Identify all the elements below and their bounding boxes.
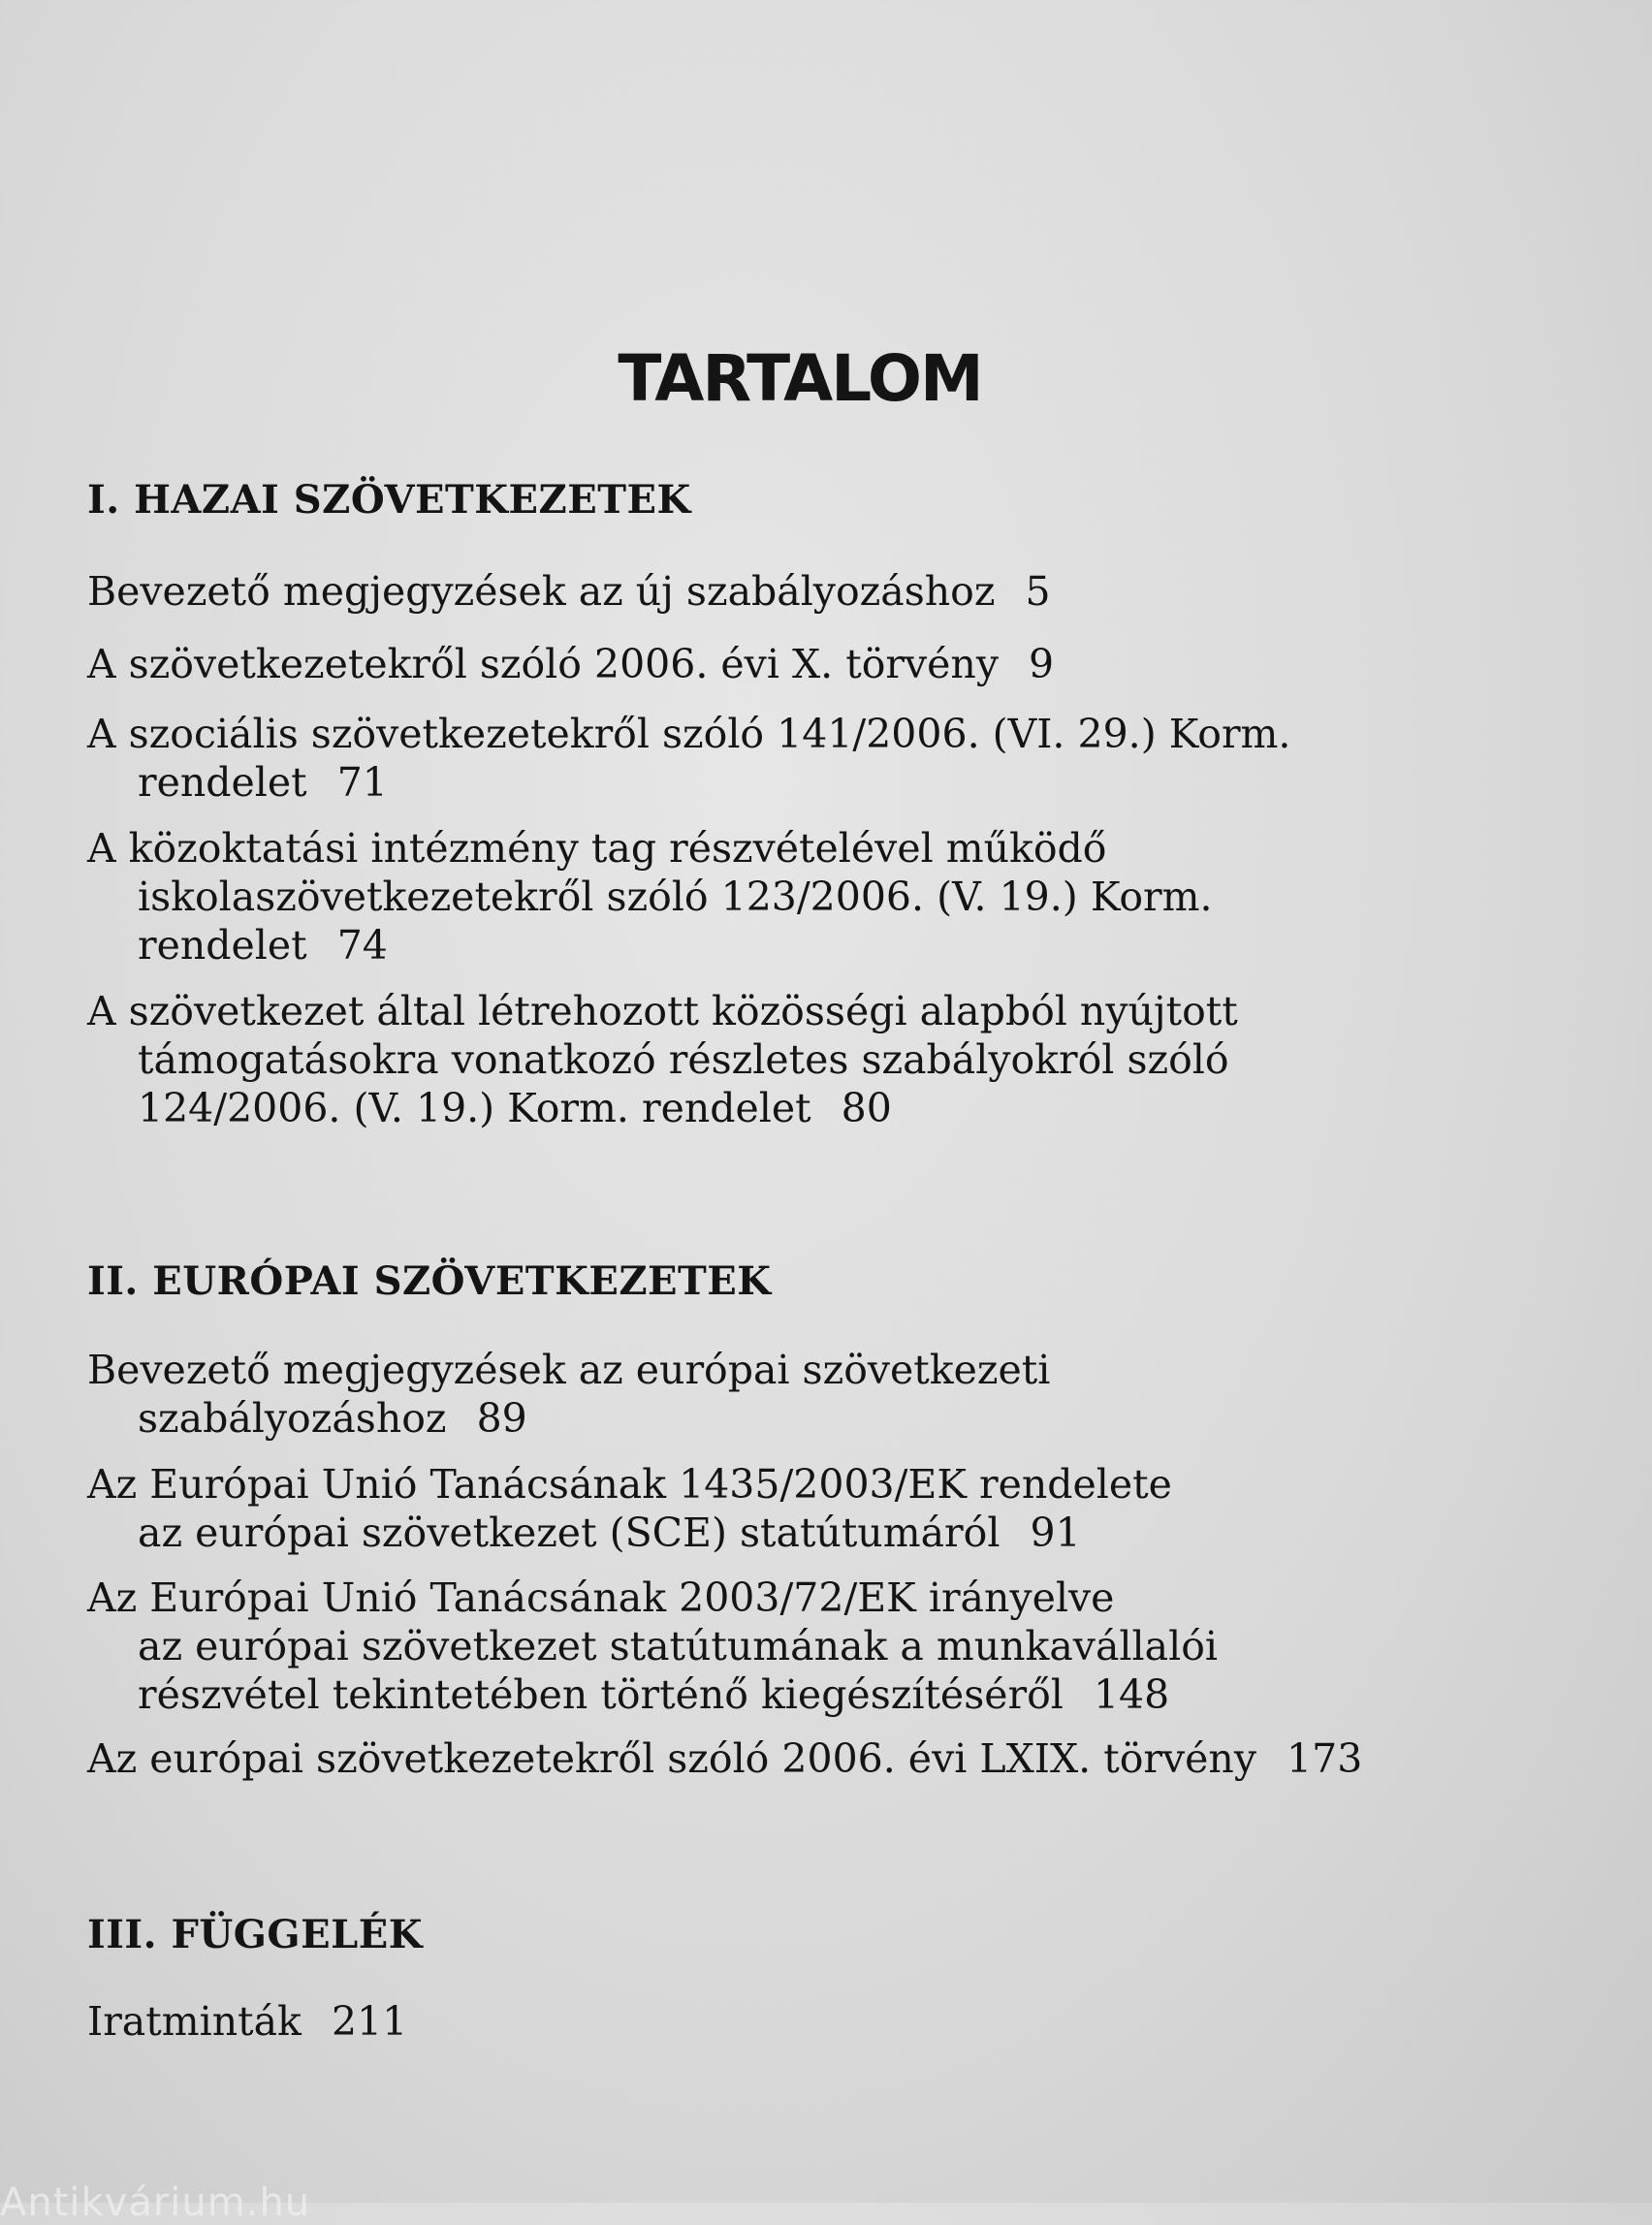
toc-entry-text: A szövetkezetekről szóló 2006. évi X. törvény	[87, 641, 999, 687]
toc-entry	[87, 640, 1505, 688]
toc-entry-text: rendelet	[138, 759, 307, 806]
toc-entry-text: Az Európai Unió Tanácsának 1435/2003/EK rendelete	[87, 1461, 1172, 1508]
toc-page-number: 71	[336, 759, 388, 806]
toc-entry-text: A szociális szövetkezetekről szóló 141/2006. (VI. 29.) Korm.	[87, 711, 1291, 757]
toc-entry	[87, 1734, 1505, 1783]
toc-entry-text: iskolaszövetkezetekről szóló 123/2006. (V. 19.) Korm.	[138, 874, 1213, 920]
toc-entry	[87, 710, 1505, 807]
toc-entry-text: támogatásokra vonatkozó részletes szabályokról szóló	[138, 1036, 1229, 1083]
toc-page-number: 9	[1029, 641, 1055, 687]
toc-entry	[87, 824, 1505, 969]
section-heading-1: I. HAZAI SZÖVETKEZETEK	[87, 477, 691, 523]
toc-entry-text: rendelet	[138, 922, 307, 969]
toc-entry-text: A szövetkezet által létrehozott közösségi alapból nyújtott	[87, 988, 1238, 1034]
toc-entry	[87, 1460, 1505, 1557]
toc-entry-text: az európai szövetkezet (SCE) statútumáról	[138, 1510, 1001, 1556]
toc-entry-text: 124/2006. (V. 19.) Korm. rendelet	[138, 1085, 811, 1131]
toc-entry-text: részvétel tekintetében történő kiegészítéséről	[138, 1671, 1064, 1718]
toc-entry	[87, 987, 1505, 1132]
toc-page-number: 5	[1025, 568, 1051, 615]
toc-page-number: 74	[336, 922, 388, 969]
toc-entry-text: Az európai szövetkezetekről szóló 2006. évi LXIX. törvény	[87, 1735, 1256, 1782]
toc-page-number: 173	[1287, 1735, 1363, 1782]
toc-entry	[87, 1346, 1505, 1443]
toc-entry-text: Iratminták	[87, 1998, 302, 2045]
toc-page-number: 211	[331, 1998, 408, 2045]
toc-page-number: 148	[1093, 1671, 1170, 1718]
toc-entry-text: Az Európai Unió Tanácsának 2003/72/EK irányelve	[87, 1574, 1115, 1621]
toc-entry	[87, 1573, 1505, 1719]
toc-page-number: 89	[476, 1395, 527, 1442]
toc-entry-text: szabályozáshoz	[138, 1395, 447, 1442]
section-heading-2: II. EURÓPAI SZÖVETKEZETEK	[87, 1258, 772, 1304]
toc-entry	[87, 567, 1505, 616]
toc-entry	[87, 1997, 1505, 2046]
toc-entry-text: az európai szövetkezet statútumának a munkavállalói	[138, 1623, 1218, 1669]
toc-entry-text: A közoktatási intézmény tag részvételével működő	[87, 825, 1107, 872]
watermark: Antikvárium.hu	[0, 2180, 311, 2225]
page-title: TARTALOM	[618, 341, 982, 416]
section-heading-3: III. FÜGGELÉK	[87, 1912, 423, 1957]
toc-page-number: 80	[841, 1085, 892, 1131]
toc-entry-text: Bevezető megjegyzések az európai szövetkezeti	[87, 1347, 1051, 1393]
toc-entry-text: Bevezető megjegyzések az új szabályozáshoz	[87, 568, 996, 615]
toc-page-number: 91	[1030, 1510, 1081, 1556]
